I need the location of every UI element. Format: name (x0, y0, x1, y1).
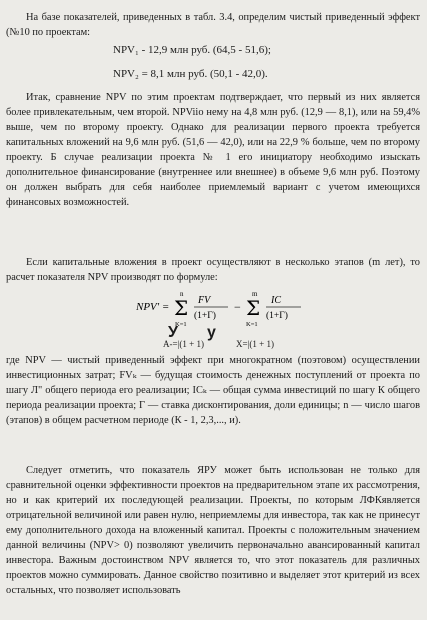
formula-intro-paragraph: Если капитальные вложения в проект осуществляют в несколько этапов (m лет), то расчет показателя NPV производят по формуле: (6, 257, 420, 284)
formula-ocr-y1: У (168, 324, 178, 341)
frac2-numerator: IC (271, 295, 281, 306)
frac1-denominator: (1+Г) (194, 311, 216, 321)
formula-ocr-y2: у (207, 324, 216, 341)
formula-npv1: NPV₁ - 12,9 млн руб. (64,5 - 51,6); (113, 44, 271, 56)
formula-minus: − (234, 300, 241, 314)
sum2-upper: m (252, 290, 258, 298)
sum2-lower: K=1 (246, 321, 258, 328)
definitions-paragraph: где NPV — чистый приведенный эффект при многократном (поэтовом) осуществлении инвестиционных затрат; FVₖ — будущая стоимость денежных поступлений от проекта по шагу Л" общего периода его реализации; ICₖ — общая сумма инвестиций по шагу К общего периода реализации проекта; Г — ставка дисконтирования, доли единицы; n — число шагов (этапов) в общем расчетном периоде (К - 1, 2,3,..., и). (6, 355, 420, 427)
formula-ocr-under2: X=|(1 + 1) (236, 339, 274, 349)
sum1-upper: n (180, 290, 184, 298)
intro-paragraph: На базе показателей, приведенных в табл. 3.4, определим чистый приведенный эффект (№10 по проектам: (6, 12, 420, 39)
sum2-sigma: Σ (246, 296, 261, 320)
formula-ocr-under1: A-=|(1 + 1) (163, 339, 204, 349)
frac1-numerator: FV (198, 295, 211, 306)
formula-npv2: NPV₂ = 8,1 млн руб. (50,1 - 42,0). (113, 68, 268, 80)
npv-multi-stage-formula (136, 288, 336, 330)
sum1-sigma: Σ (174, 296, 189, 320)
formula-lhs: NPV' = (136, 301, 170, 313)
formula-graphic (136, 288, 336, 330)
comparison-paragraph: Итак, сравнение NPV по этим проектам подтверждает, что первый из них является более привлекательным, чем второй. NPViio нему на 4,8 млн руб. (12,9 — 8,1), или на 59,4% выше, чем по второму проекту. Однако для реализации первого проекта требуется капитальных вложений на 9,6 млн руб. (51,6 — 42,0), или на 22,9 % больше, чем по второму проекту. Б случае реализации проекта № 1 его инициатору необходимо изыскать дополнительное финансирование (внутреннее или внешнее) в объеме 9,6 млн руб. Поэтому он должен выбрать для себя наиболее приемлемый вариант с учетом имеющихся финансовых возможностей. (6, 92, 420, 209)
sum1-lower: K=1 (175, 321, 187, 328)
conclusion-paragraph: Следует отметить, что показатель ЯРУ может быть использован не только для сравнительной оценки эффективности проектов на предварительном этапе их рассмотрения, но и как критерий их последующей реализации. Проекты, по которым ЛФКявляется отрицательной величиной или равен нулю, неприемлемы для инвестора, так как не принесут ему дополнительного дохода на вложенный капитал. Проекты с положительным значением данной величины (NPV> 0) позволяют увеличить первоначально авансированный капитал инвестора. Важным достоинством NPV является то, что этот показатель для различных проектов можно суммировать. Данное свойство позитивно и выделяет этот критерий из всех остальных, что позволяет использовать (6, 465, 420, 597)
frac2-denominator: (1+Г) (266, 311, 288, 321)
